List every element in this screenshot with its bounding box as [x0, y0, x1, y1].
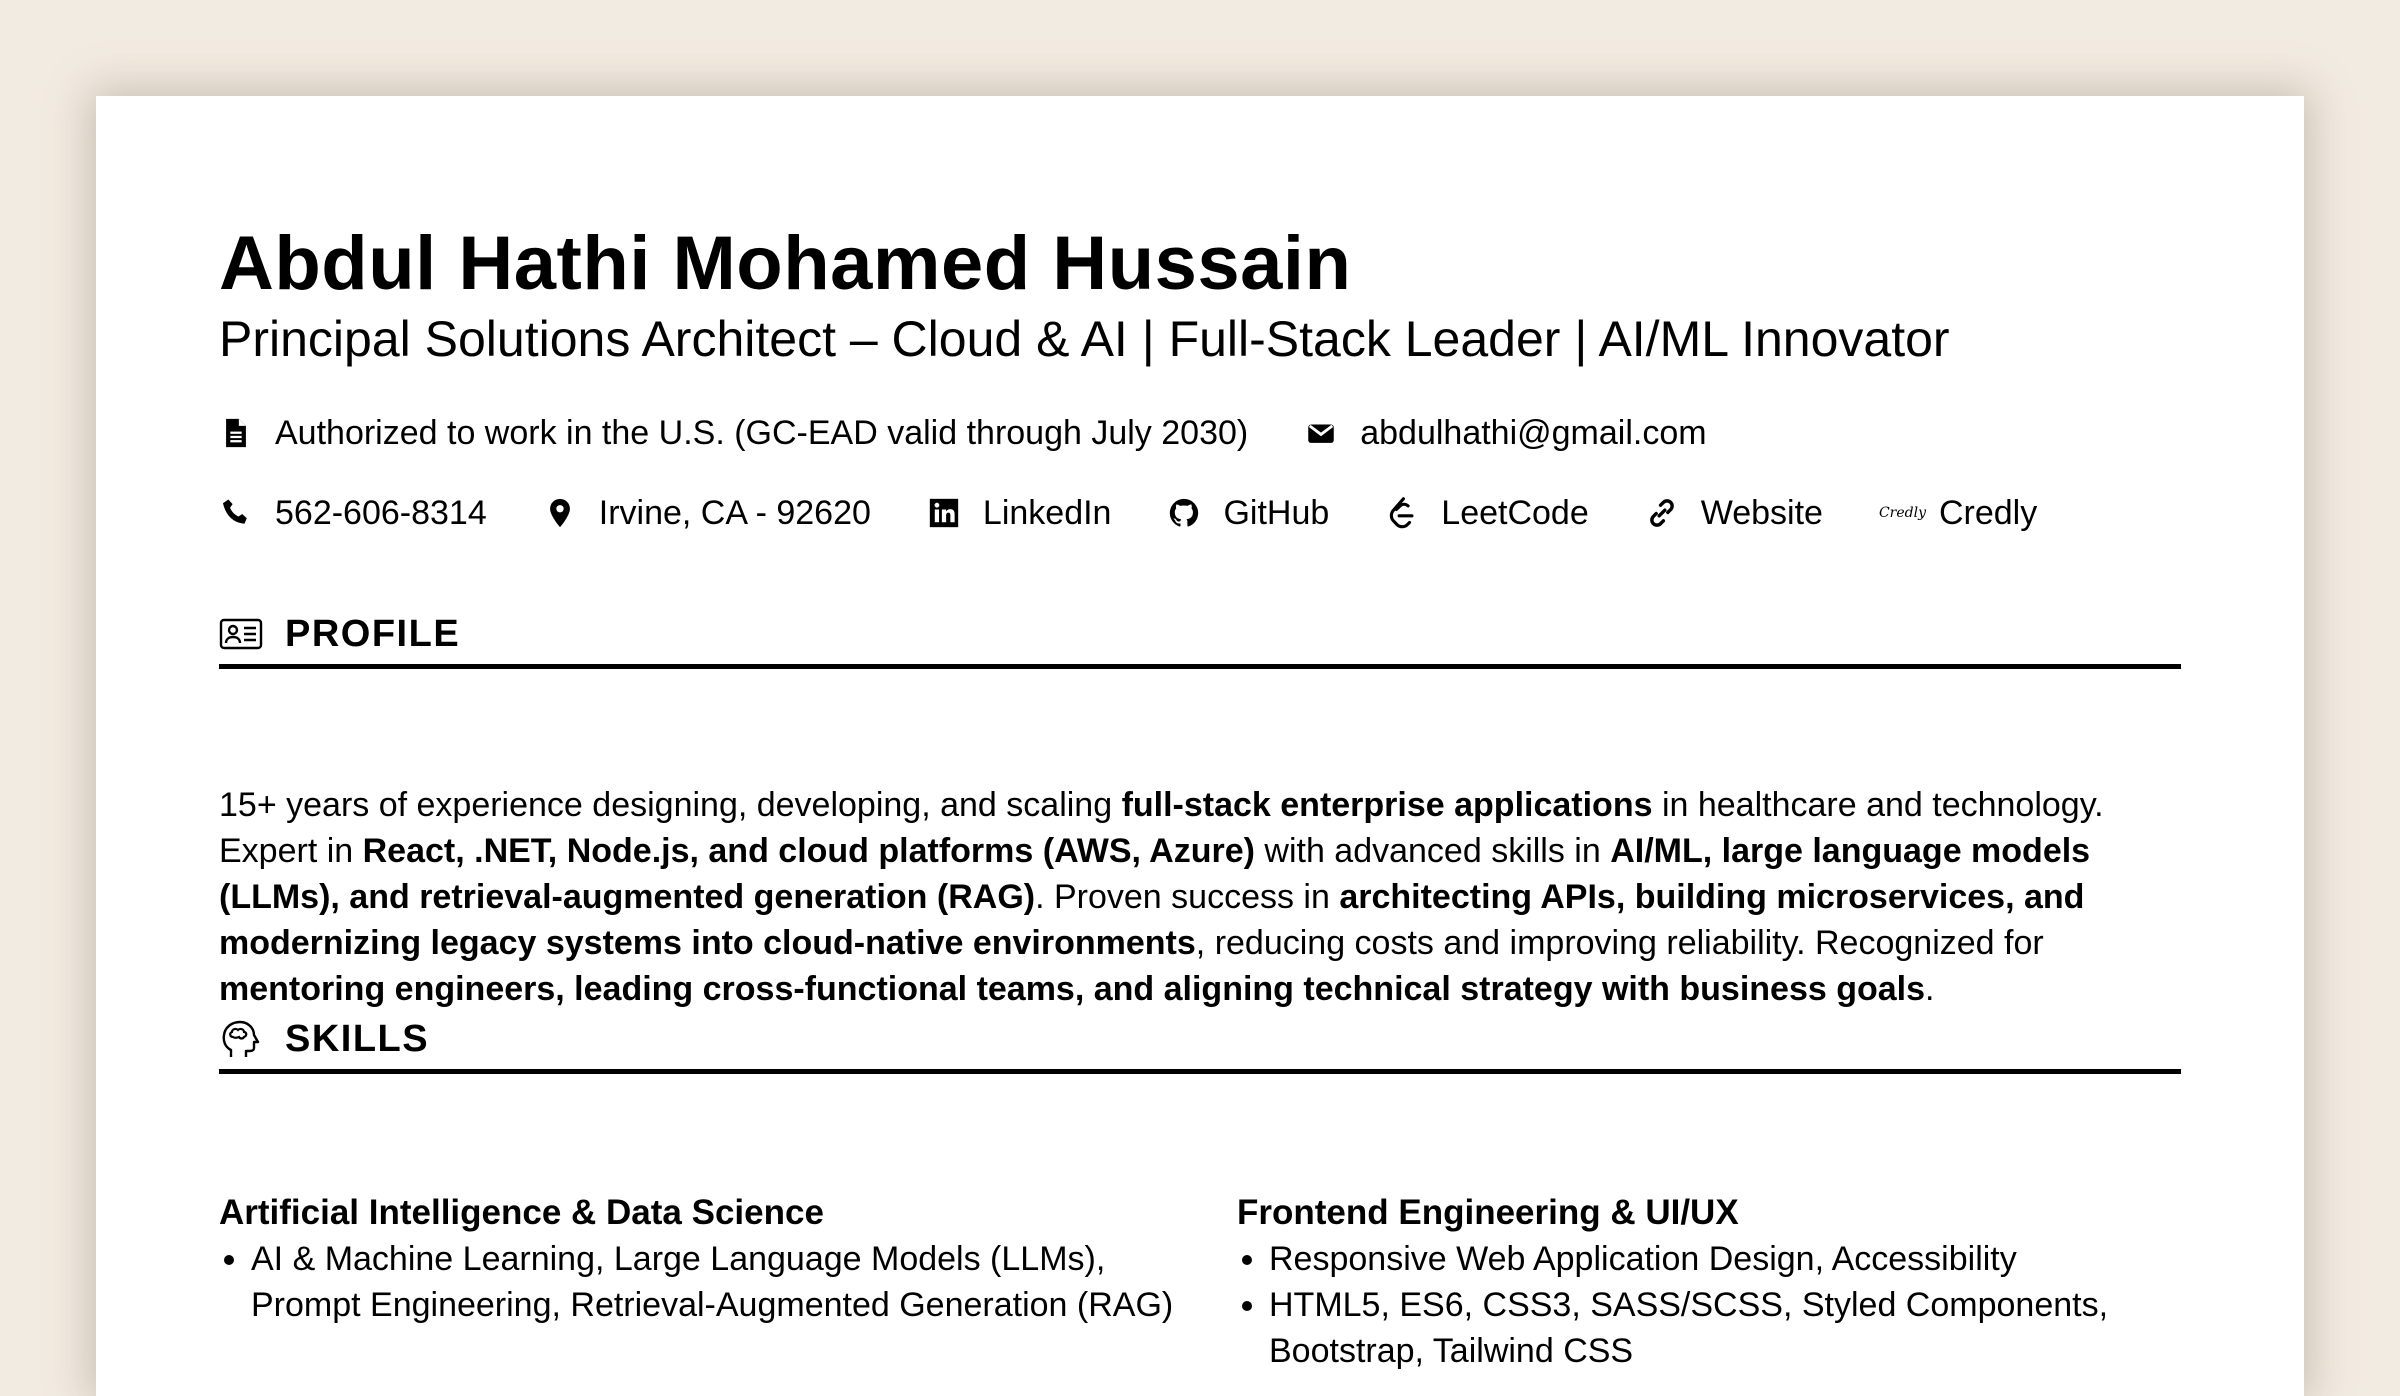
skill-item: • Responsive Web Application Design, Accessibility [1269, 1236, 2197, 1282]
section-header-skills [219, 1009, 2181, 1074]
profile-text: . Proven success in [1035, 878, 1340, 916]
github-link[interactable] [1167, 490, 1329, 536]
profile-highlight: mentoring engineers, leading cross-functional teams, and aligning technical strategy with business goals [219, 970, 1926, 1008]
location [543, 490, 871, 536]
phone-text[interactable]: 562-606-8314 [275, 494, 487, 532]
profile-highlight: React, .NET, Node.js, and cloud platforms (AWS, Azure) [362, 832, 1255, 870]
phone-link[interactable] [219, 490, 487, 536]
profile-text: with advanced skills in [1254, 832, 1611, 870]
contact-row-2 [219, 490, 2093, 536]
skill-item: • AI & Machine Learning, Large Language Models (LLMs), Prompt Engineering, Retrieval-Augmented Generation (RAG) [251, 1236, 1179, 1328]
phone-icon [219, 496, 253, 530]
leetcode-link[interactable] [1385, 490, 1588, 536]
skill-list [1237, 1236, 2197, 1374]
skill-group-frontend [1237, 1190, 2197, 1374]
credly-text[interactable]: Credly [1938, 494, 2038, 532]
section-title-skills: SKILLS [285, 1017, 430, 1060]
brain-head-icon [219, 1019, 263, 1059]
profile-text: 15+ years of experience designing, developing, and scaling [219, 786, 1122, 824]
linkedin-icon [927, 496, 961, 530]
candidate-title: Principal Solutions Architect – Cloud & AI | Full-Stack Leader | AI/ML Innovator [219, 311, 1950, 367]
id-card-icon [219, 614, 263, 654]
profile-highlight: AI/ML, large language models (LLMs), and retrieval-augmented generation (RAG) [219, 832, 2091, 916]
credly-logo-icon: Credly [1878, 505, 1927, 521]
github-icon [1167, 496, 1201, 530]
email-link[interactable] [1304, 410, 1706, 456]
section-title-profile: PROFILE [285, 612, 461, 655]
contact-row-1 [219, 410, 1763, 456]
website-text[interactable]: Website [1700, 494, 1823, 532]
leetcode-text[interactable]: LeetCode [1441, 494, 1589, 532]
profile-text: in healthcare and technology. Expert in [219, 786, 2104, 870]
profile-summary [219, 782, 2199, 1012]
profile-text: , reducing costs and improving reliability. Recognized for [1195, 924, 2044, 962]
envelope-icon [1304, 416, 1338, 450]
skill-group-title: Frontend Engineering & UI/UX [1237, 1193, 1739, 1232]
skill-item: • HTML5, ES6, CSS3, SASS/SCSS, Styled Components, Bootstrap, Tailwind CSS [1269, 1282, 2197, 1374]
candidate-name: Abdul Hathi Mohamed Hussain [219, 221, 1352, 306]
skill-list [219, 1236, 1179, 1328]
work-authorization [219, 410, 1248, 456]
document-icon [219, 416, 253, 450]
github-text[interactable]: GitHub [1223, 494, 1330, 532]
resume-page [96, 96, 2304, 1396]
email-text[interactable]: abdulhathi@gmail.com [1360, 414, 1707, 452]
section-header-profile [219, 604, 2181, 669]
website-link[interactable] [1645, 490, 1823, 536]
linkedin-link[interactable] [927, 490, 1112, 536]
location-text: Irvine, CA - 92620 [598, 494, 871, 532]
link-icon [1645, 496, 1679, 530]
credly-link[interactable] [1879, 490, 2037, 536]
profile-text: . [1925, 970, 1935, 1008]
linkedin-text[interactable]: LinkedIn [982, 494, 1112, 532]
map-pin-icon [543, 496, 577, 530]
work-authorization-text: Authorized to work in the U.S. (GC-EAD valid through July 2030) [275, 414, 1249, 452]
skill-group-ai [219, 1190, 1179, 1328]
skill-group-title: Artificial Intelligence & Data Science [219, 1193, 824, 1232]
leetcode-icon [1385, 496, 1419, 530]
profile-highlight: full-stack enterprise applications [1121, 786, 1653, 824]
profile-highlight: architecting APIs, building microservices, and modernizing legacy systems into cloud-native environments [219, 878, 2085, 962]
